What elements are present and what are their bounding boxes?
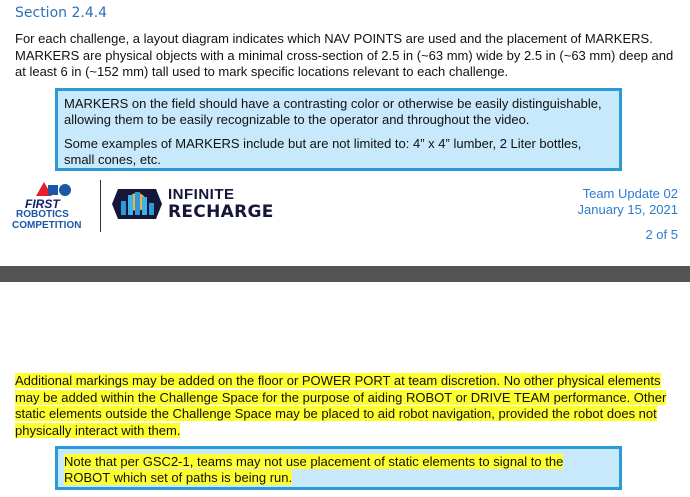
note-callout-box <box>55 446 622 490</box>
page-separator <box>0 266 690 282</box>
game-logo-word-2: RECHARGE <box>168 202 274 222</box>
logo-divider <box>100 180 101 232</box>
team-update-block <box>578 186 678 243</box>
first-logo-word-2: ROBOTICS <box>16 209 69 220</box>
infinite-recharge-emblem-icon <box>112 183 162 225</box>
first-logo-word-1: FIRST <box>25 197 60 211</box>
note-text: Note that per GSC2-1, teams may not use placement of static elements to signal to the ROBOT which set of paths is being run. <box>64 454 564 485</box>
highlighted-paragraph <box>15 373 675 439</box>
section-heading: Section 2.4.4 <box>15 5 108 21</box>
first-robotics-logo <box>12 180 94 234</box>
first-logo-mark-icon <box>34 180 74 198</box>
callout-text-1: MARKERS on the field should have a contrasting color or otherwise be easily distinguishable, allowing them to be easily recognizable to the operator and throughout the video. <box>64 96 602 127</box>
page-number: 2 of 5 <box>645 227 678 242</box>
intro-paragraph: For each challenge, a layout diagram indicates which NAV POINTS are used and the placement of MARKERS. MARKERS are physical objects with a minimal cross-section of 2.5 in (~63 mm) wide by 2.5 in (~63 mm) deep and at least 6 in (~152 mm) tall used to mark specific locations relevant to each challenge. <box>15 31 674 79</box>
first-logo-word-3: COMPETITION <box>12 220 82 231</box>
highlighted-text: Additional markings may be added on the floor or POWER PORT at team discretion. No other physical elements may be added within the Challenge Space for the purpose of aiding ROBOT or DRIVE TEAM performance. Other static elements outside the Challenge Space may be placed to aid robot navigation, provided the robot does not physically interact with them. <box>15 373 667 438</box>
team-update-title: Team Update 02 <box>582 186 678 201</box>
markers-callout-box <box>55 88 622 171</box>
callout-text-2: Some examples of MARKERS include but are not limited to: 4” x 4” lumber, 2 Liter bottles, small cones, etc. <box>64 136 582 167</box>
game-logo-word-1: INFINITE <box>168 186 235 203</box>
team-update-date: January 15, 2021 <box>577 202 678 217</box>
